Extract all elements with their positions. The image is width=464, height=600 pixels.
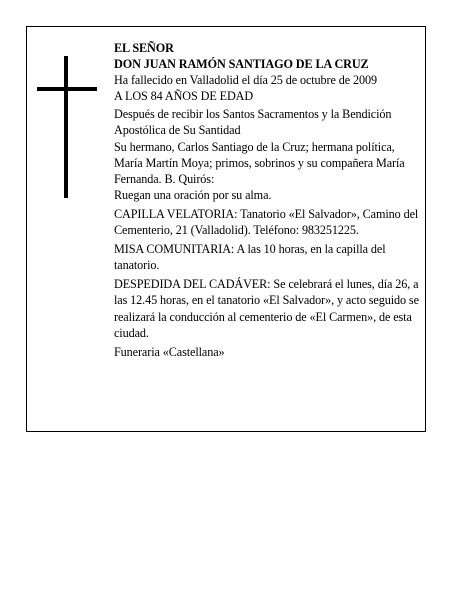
deceased-name: DON JUAN RAMÓN SANTIAGO DE LA CRUZ bbox=[114, 57, 369, 72]
notice-text bbox=[114, 40, 426, 360]
mass-text: MISA COMUNITARIA: A las 10 horas, en la capilla del tanatorio. bbox=[114, 242, 386, 273]
age-line: A LOS 84 AÑOS DE EDAD bbox=[114, 89, 254, 104]
sacraments-text: Después de recibir los Santos Sacramentos y la Bendición Apostólica de Su Santidad bbox=[114, 107, 392, 138]
chapel-text: CAPILLA VELATORIA: Tanatorio «El Salvador», Camino del Cementerio, 21 (Valladolid). Teléfono: 983251225. bbox=[114, 206, 419, 238]
funeral-home: Funeraria «Castellana» bbox=[114, 344, 225, 359]
death-line: Ha fallecido en Valladolid el día 25 de octubre de 2009 bbox=[114, 73, 377, 88]
farewell-text: DESPEDIDA DEL CADÁVER: Se celebrará el lunes, día 26, a las 12.45 horas, en el tanatorio «El Salvador», y acto seguido se realizará la conducción al cementerio de «El Carmen», de esta ciudad. bbox=[114, 277, 419, 340]
family-text: Su hermano, Carlos Santiago de la Cruz; hermana política, María Martín Moya; primos, sobrinos y su compañera María Fernanda. B. Quirós: bbox=[114, 139, 405, 186]
cross-icon bbox=[37, 56, 97, 198]
prayer-text: Ruegan una oración por su alma. bbox=[114, 187, 272, 202]
notice-title: EL SEÑOR bbox=[114, 41, 174, 55]
obituary-notice bbox=[26, 26, 426, 432]
